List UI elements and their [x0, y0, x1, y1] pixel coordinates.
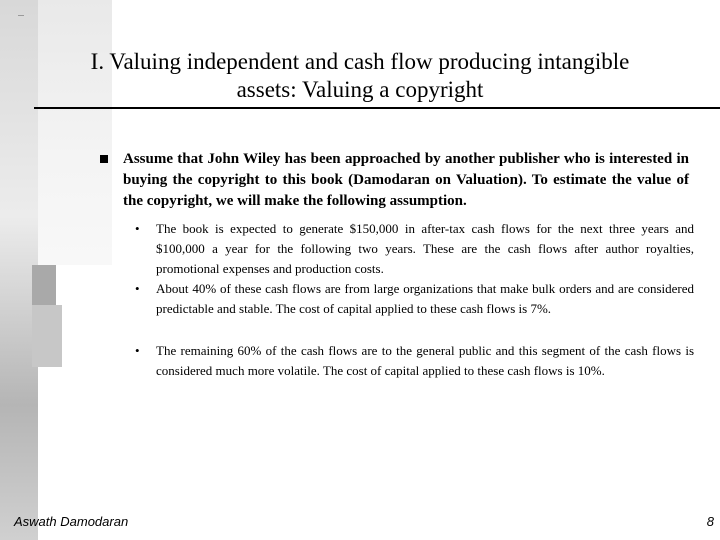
- sub-bullet-text: About 40% of these cash flows are from large organizations that make bulk orders and are considered predictable and stable. The cost of capital applied to these cash flows is 7%.: [156, 281, 694, 316]
- sub-bullet-text: The remaining 60% of the cash flows are to the general public and this segment of the cash flows is considered much more volatile. The cost of capital applied to these cash flows is 10%.: [156, 343, 694, 378]
- footer-author: Aswath Damodaran: [14, 514, 129, 529]
- bullet-dot-icon: •: [135, 343, 140, 358]
- title-divider: [34, 107, 720, 109]
- background-block-dark: [32, 265, 56, 305]
- slide-title: I. Valuing independent and cash flow producing intangible assets: Valuing a copyright: [90, 49, 630, 102]
- square-bullet-icon: [100, 155, 108, 163]
- page-number: 8: [706, 514, 714, 529]
- sub-bullet-text: The book is expected to generate $150,000 in after-tax cash flows for the next three years and $100,000 a year for the following two years. These are the cash flows after author royalties, promotional expenses and production costs.: [156, 221, 694, 276]
- background-tick: [18, 15, 24, 16]
- main-bullet-text: Assume that John Wiley has been approached by another publisher who is interested in buying the copyright to this book (Damodaran on Valuation). To estimate the value of the copyright, we will make the following assumption.: [123, 151, 689, 209]
- background-block-mid: [32, 305, 62, 367]
- bullet-dot-icon: •: [135, 221, 140, 236]
- bullet-dot-icon: •: [135, 281, 140, 296]
